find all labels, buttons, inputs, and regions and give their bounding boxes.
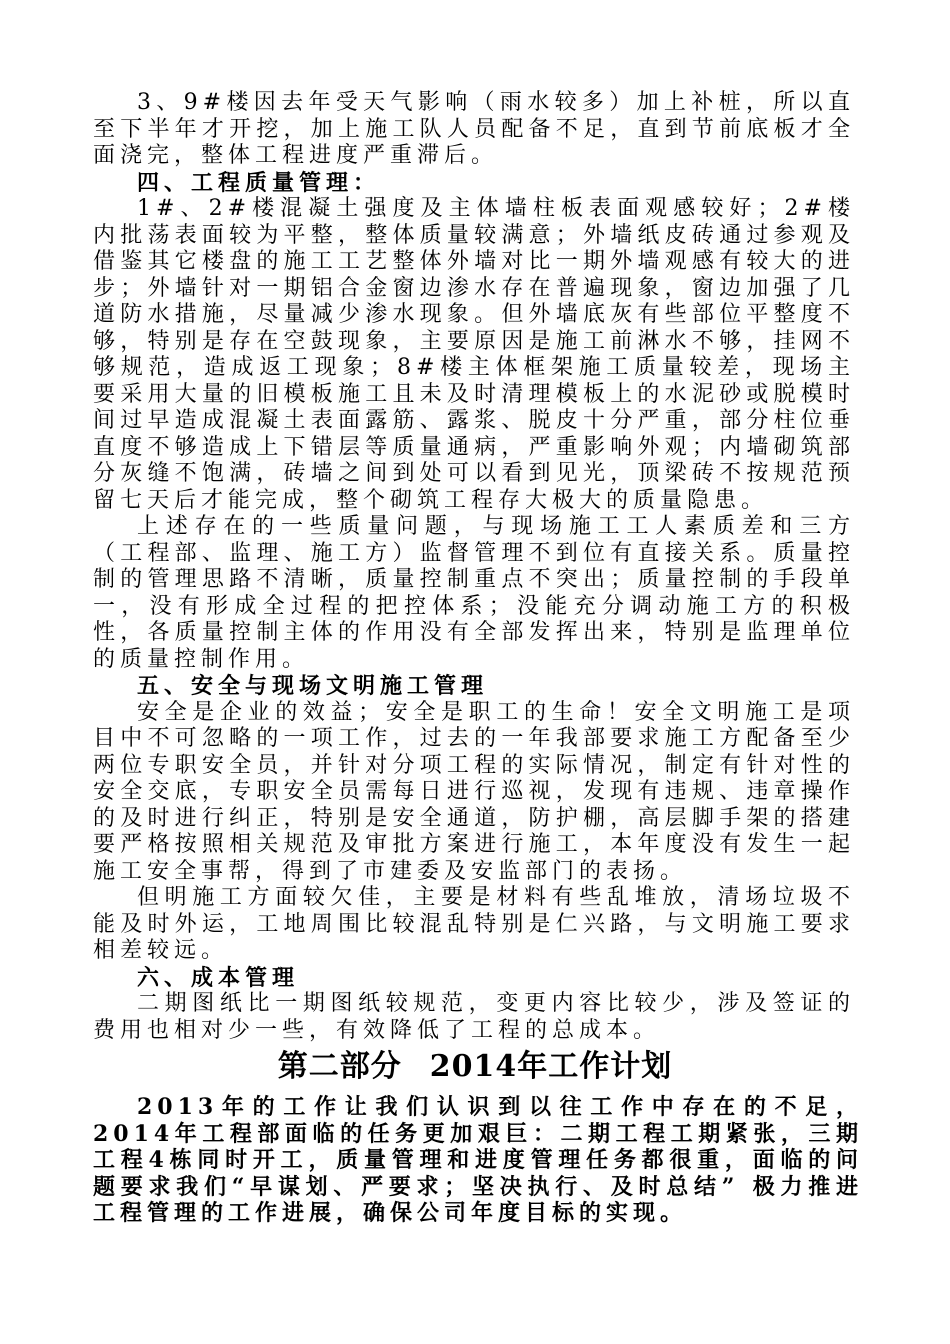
cost-paragraph: 二期图纸比一期图纸较规范，变更内容比较少，涉及签证的费用也相对少一些，有效降低了工程的总成本。 [93, 991, 855, 1043]
quality-paragraph-2: 上述存在的一些质量问题，与现场施工工人素质差和三方（工程部、监理、施工方）监督管理不到位有直接关系。质量控制的管理思路不清晰，质量控制重点不突出；质量控制的手段单一，没有形成全过程的把控体系；没能充分调动施工方的积极性，各质量控制主体的作用没有全部发挥出来，特别是监理单位的质量控制作用。 [93, 514, 855, 672]
section-6-heading: 六、成本管理 [137, 964, 300, 991]
item-3-paragraph: 3、9#楼因去年受天气影响（雨水较多）加上补桩，所以直至下半年才开挖，加上施工队人员配备不足，直到节前底板才全面浇完，整体工程进度严重滞后。 [93, 90, 855, 168]
safety-paragraph-1: 安全是企业的效益；安全是职工的生命！安全文明施工是项目中不可忽略的一项工作，过去的一年我部要求施工方配备至少两位专职安全员，并针对分项工程的实际情况，制定有针对性的安全交底，专职安全员需每日进行巡视，发现有违规、违章操作的及时进行纠正，特别是安全通道，防护棚，高层脚手架的搭建要严格按照相关规范及审批方案进行施工，本年度没有发生一起施工安全事帮，得到了市建委及安监部门的表扬。 [93, 699, 855, 884]
safety-paragraph-2: 但明施工方面较欠佳，主要是材料有些乱堆放，清场垃圾不能及时外运，工地周围比较混乱特别是仁兴路，与文明施工要求相差较远。 [93, 885, 855, 963]
section-4-heading: 四、工程质量管理： [137, 169, 381, 196]
part-two-title [0, 1047, 950, 1087]
document-body [93, 90, 855, 1044]
quality-paragraph-1: 1#、2#楼混凝土强度及主体墙柱板表面观感较好；2#楼内批荡表面较为平整，整体质量较满意；外墙纸皮砖通过参观及借鉴其它楼盘的施工工艺整体外墙对比一期外墙观感有较大的进步；外墙针对一期铝合金窗边渗水存在普遍现象，窗边加强了几道防水措施，尽量减少渗水现象。但外墙底灰有些部位平整度不够，特别是存在空鼓现象，主要原因是施工前淋水不够，挂网不够规范，造成返工现象；8#楼主体框架施工质量较差，现场主要采用大量的旧模板施工且未及时清理模板上的水泥砂或脱模时间过早造成混凝土表面露筋、露浆、脱皮十分严重，部分柱位垂直度不够造成上下错层等质量通病，严重影响外观；内墙砌筑部分灰缝不饱满，砖墙之间到处可以看到见光，顶梁砖不按规范预留七天后才能完成，整个砌筑工程存大极大的质量隐患。 [93, 196, 855, 513]
section-5-heading: 五、安全与现场文明施工管理 [137, 673, 489, 699]
plan-intro-paragraph: 2013年的工作让我们认识到以往工作中存在的不足，2014年工程部面临的任务更加艰巨：二期工程工期紧张，三期工程4栋同时开工，质量管理和进度管理任务都很重，面临的问题要求我们“早谋划、严要求；坚决执行、及时总结” 极力推进工程管理的工作进展，确保公司年度目标的实现。 [93, 1094, 863, 1226]
part-two-label: 第二部分 [277, 1049, 402, 1084]
plan-title: 2014年工作计划 [429, 1049, 673, 1084]
